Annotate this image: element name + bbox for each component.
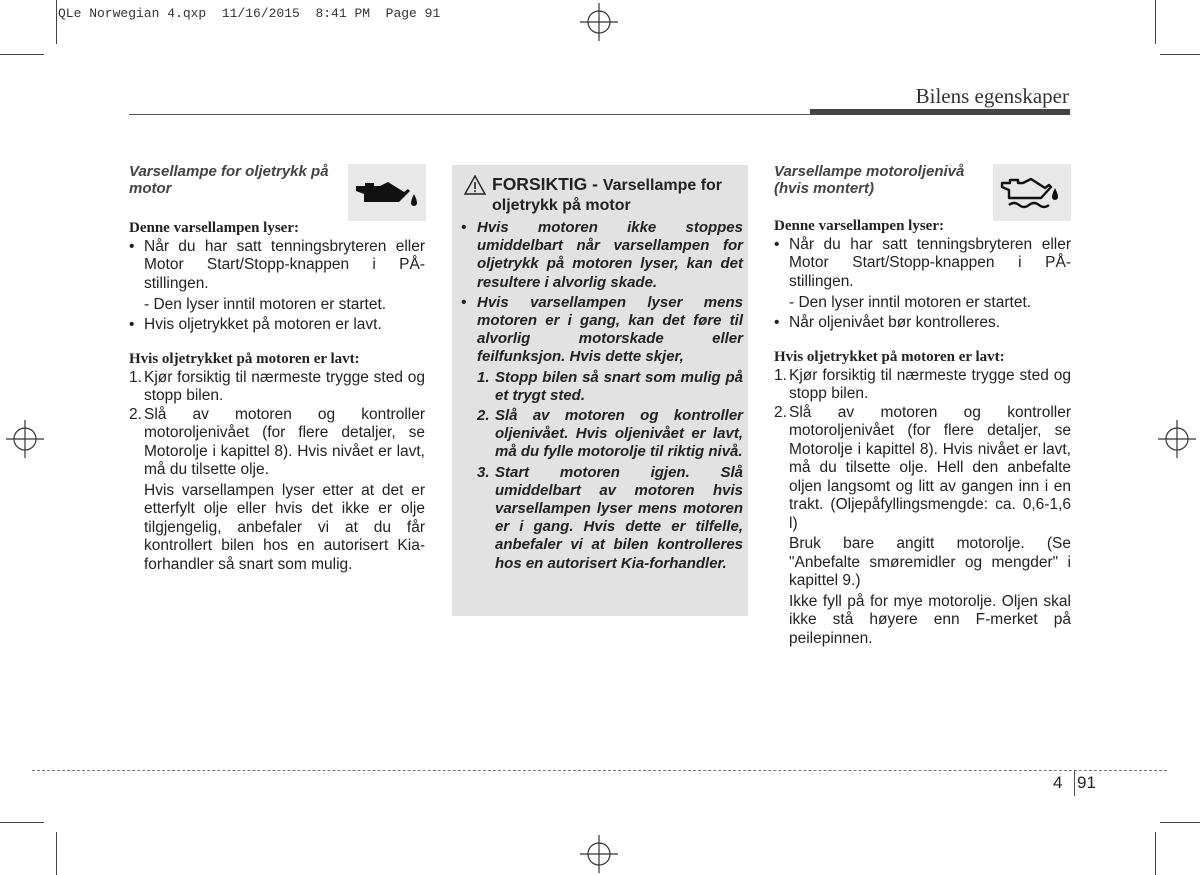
caution-box — [452, 165, 748, 616]
list-item-text: Hvis oljetrykket på motoren er lavt. — [144, 315, 382, 333]
crop-mark — [0, 54, 44, 55]
subheading: Hvis oljetrykket på motoren er lavt: — [129, 351, 360, 367]
subheading: Denne varsellampen lyser: — [129, 220, 299, 236]
page-number-separator — [1074, 770, 1075, 796]
list-item — [461, 219, 743, 292]
crop-mark — [1155, 832, 1156, 875]
dash-note: - Den lyser inntil motoren er startet. — [144, 296, 387, 313]
bullet-marker: • — [129, 237, 135, 255]
step-number: 2. — [129, 405, 142, 423]
section-header-title: Bilens egenskaper — [915, 84, 1069, 108]
step-number: 3. — [477, 463, 490, 481]
registration-mark-icon — [580, 835, 618, 873]
section-title: Varsellampe motoroljenivå (hvis montert) — [774, 163, 965, 197]
step-text: Slå av motoren og kontroller motoroljenivået (for flere detaljer, se Motorolje i kapittel 8). Hvis nivået er lavt, må du tilsette olje. — [144, 405, 425, 478]
list-item-text: Hvis motoren ikke stoppes umiddelbart når varsellampen for oljetrykk på motoren lyser, kan det resultere i alvorlig skade. — [477, 219, 743, 291]
oil-level-warning-icon — [993, 164, 1071, 221]
step-item — [129, 369, 425, 406]
step-text: Kjør forsiktig til nærmeste trygge sted og stopp bilen. — [789, 366, 1071, 402]
bullet-marker: • — [461, 293, 467, 311]
list-item — [774, 314, 1071, 333]
crop-mark — [56, 0, 57, 44]
chapter-number: 4 — [1053, 773, 1063, 792]
step-item — [461, 369, 743, 405]
crop-mark — [1155, 0, 1156, 44]
header-rule-accent — [810, 109, 1070, 115]
registration-mark-icon — [1158, 420, 1196, 458]
oil-pressure-warning-icon — [348, 164, 426, 221]
bullet-marker: • — [129, 315, 135, 333]
step-number: 1. — [774, 366, 787, 384]
bullet-marker: • — [461, 219, 467, 236]
list-item — [129, 316, 425, 335]
section-title: Varsellampe for oljetrykk på motor — [129, 163, 329, 197]
print-slug: QLe Norwegian 4.qxp 11/16/2015 8:41 PM Page 91 — [58, 6, 441, 21]
step-item — [774, 404, 1071, 534]
step-item — [461, 407, 743, 462]
bullet-marker: • — [774, 235, 780, 253]
caution-heading — [464, 175, 744, 215]
subheading: Hvis oljetrykket på motoren er lavt: — [774, 349, 1005, 365]
crop-mark — [1160, 54, 1200, 55]
right-column — [774, 163, 1071, 648]
left-column — [129, 163, 425, 574]
step-text: Slå av motoren og kontroller motoroljenivået (for flere detaljer, se Motorolje i kapittel 8). Hvis nivået er lavt, må du tilsette olje. Hell den anbefalte oljen langsomt og litt av gangen inn i en trakt. (Oljepåfyllingsmengde: ca. 0,6-1,6 l) — [789, 403, 1071, 532]
registration-mark-icon — [580, 3, 618, 41]
step-item — [461, 464, 743, 573]
caution-body — [461, 219, 743, 573]
list-item-text: Når du har satt tenningsbryteren eller Motor Start/Stopp-knappen i PÅ-stillingen. — [789, 235, 1071, 290]
step-note: Ikke fyll på for mye motorolje. Oljen skal ikke stå høyere enn F-merket på peilepinnen. — [789, 592, 1071, 647]
caution-title: Varsellampe for oljetrykk på motor — [492, 177, 723, 214]
step-text: Slå av motoren og kontroller oljenivået. Hvis oljenivået er lavt, må du fylle motorolje til riktig nivå. — [495, 407, 743, 461]
list-item-text: Når du har satt tenningsbryteren eller Motor Start/Stopp-knappen i PÅ-stillingen. — [144, 237, 425, 292]
step-number: 1. — [129, 368, 142, 386]
crop-mark — [0, 822, 44, 823]
list-item-text: Hvis varsellampen lyser mens motoren er i gang, kan det føre til alvorlig motorskade eller feilfunksjon. Hvis dette skjer, — [477, 293, 743, 366]
step-number: 2. — [774, 403, 787, 421]
page-number: 91 — [1077, 773, 1096, 792]
footer-dashed-rule — [32, 770, 1167, 771]
step-item — [774, 367, 1071, 404]
oil-pressure-icon-box — [348, 164, 426, 221]
step-text: Kjør forsiktig til nærmeste trygge sted og stopp bilen. — [144, 368, 425, 404]
step-text: Start motoren igjen. Slå umiddelbart av motoren hvis varsellampen lyser mens motoren er i gang. Hvis dette er tilfelle, anbefaler vi at bilen kontrolleres hos en autorisert Kia-forhandler. — [495, 463, 743, 572]
oil-level-icon-box — [993, 164, 1071, 221]
step-number: 2. — [477, 407, 490, 425]
list-item — [129, 238, 425, 294]
step-note: Bruk bare angitt motorolje. (Se "Anbefalte smøremidler og mengder" i kapittel 9.) — [789, 535, 1071, 589]
dash-note: - Den lyser inntil motoren er startet. — [789, 294, 1032, 311]
step-note: Hvis varsellampen lyser etter at det er etterfylt olje eller hvis det ikke er olje tilgjengelig, anbefaler vi at du får kontrollert bilen hos en autorisert Kia-forhandler så snart som mulig. — [144, 481, 425, 573]
registration-mark-icon — [6, 420, 44, 458]
step-number: 1. — [477, 368, 490, 386]
crop-mark — [56, 832, 57, 875]
list-item — [774, 236, 1071, 292]
warning-triangle-icon — [464, 175, 486, 195]
caution-label: FORSIKTIG - — [492, 174, 598, 194]
crop-mark — [1160, 822, 1200, 823]
step-item — [129, 406, 425, 480]
list-item — [461, 294, 743, 367]
step-text: Stopp bilen så snart som mulig på et trygt sted. — [495, 368, 743, 404]
list-item-text: Når oljenivået bør kontrolleres. — [789, 313, 1001, 331]
bullet-marker: • — [774, 313, 780, 331]
subheading: Denne varsellampen lyser: — [774, 218, 944, 234]
